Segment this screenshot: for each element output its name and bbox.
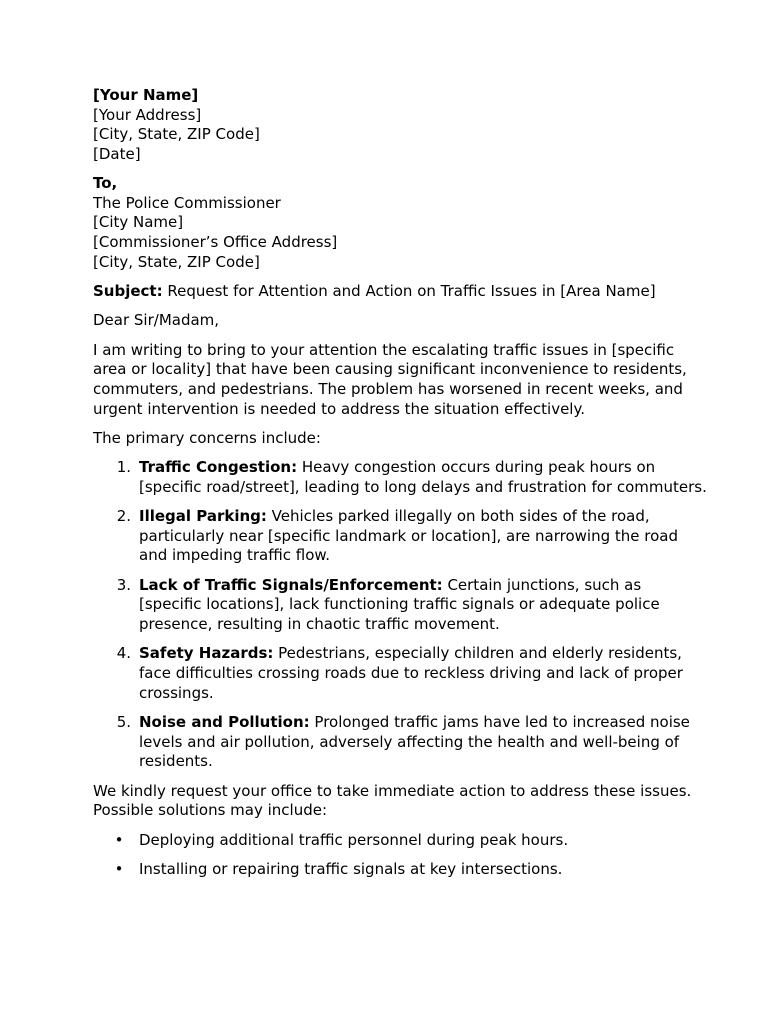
concern-title: Lack of Traffic Signals/Enforcement: bbox=[139, 575, 443, 594]
intro-paragraph: I am writing to bring to your attention the escalating traffic issues in [specific area or locality] that have been causing significant inconvenience to residents, commuters, and pedestrians. The problem has worsened in recent weeks, and urgent intervention is needed to address the situation effectively. bbox=[93, 340, 687, 418]
bullet-icon: • bbox=[114, 859, 124, 878]
concern-number: 2. bbox=[116, 507, 131, 526]
recipient-city-state-zip: [City, State, ZIP Code] bbox=[93, 252, 260, 271]
subject-line bbox=[93, 282, 708, 302]
concern-number: 3. bbox=[116, 575, 131, 594]
concern-text: Certain junctions, such as [specific locations], lack functioning traffic signals or adequate police presence, resulting in chaotic traffic movement. bbox=[139, 575, 660, 634]
solutions-list bbox=[93, 831, 708, 880]
to-label: To, bbox=[93, 174, 118, 193]
solution-text: Deploying additional traffic personnel during peak hours. bbox=[139, 830, 569, 849]
sender-city-state-zip: [City, State, ZIP Code] bbox=[93, 125, 260, 144]
recipient-block bbox=[93, 174, 708, 272]
concern-number: 1. bbox=[116, 458, 131, 477]
concern-text: Prolonged traffic jams have led to increased noise levels and air pollution, adversely affecting the health and well-being of residents. bbox=[139, 713, 690, 771]
recipient-city: [City Name] bbox=[93, 213, 184, 232]
concern-item bbox=[93, 576, 708, 635]
concern-item bbox=[93, 507, 708, 566]
sender-block bbox=[93, 86, 708, 164]
letter-date: [Date] bbox=[93, 144, 141, 163]
request-paragraph: We kindly request your office to take immediate action to address these issues. Possible solutions may include: bbox=[93, 781, 692, 820]
concern-title: Illegal Parking: bbox=[139, 507, 267, 526]
concern-text: Pedestrians, especially children and elderly residents, face difficulties crossing roads due to reckless driving and lack of proper crossings. bbox=[139, 644, 683, 702]
concern-number: 5. bbox=[116, 713, 131, 731]
salutation: Dear Sir/Madam, bbox=[93, 311, 220, 330]
concern-item bbox=[93, 644, 708, 703]
bullet-icon: • bbox=[114, 830, 124, 849]
concerns-list bbox=[93, 458, 708, 772]
sender-address: [Your Address] bbox=[93, 105, 202, 124]
concern-item bbox=[93, 458, 708, 497]
concern-title: Noise and Pollution: bbox=[139, 713, 310, 731]
recipient-office-address: [Commissioner’s Office Address] bbox=[93, 232, 338, 251]
subject-text: Request for Attention and Action on Traffic Issues in [Area Name] bbox=[162, 281, 656, 300]
solution-text: Installing or repairing traffic signals at key intersections. bbox=[139, 859, 563, 878]
concern-title: Traffic Congestion: bbox=[139, 458, 298, 477]
concern-title: Safety Hazards: bbox=[139, 644, 274, 663]
concerns-intro: The primary concerns include: bbox=[93, 428, 321, 447]
concern-text: Vehicles parked illegally on both sides of the road, particularly near [specific landmark or location], are narrowing the road and impeding traffic flow. bbox=[139, 507, 678, 565]
subject-label: Subject: bbox=[93, 281, 163, 300]
solution-item bbox=[93, 831, 708, 851]
recipient-title: The Police Commissioner bbox=[93, 193, 281, 212]
concern-text: Heavy congestion occurs during peak hours on [specific road/street], leading to long delays and frustration for commuters. bbox=[139, 458, 707, 496]
concern-item bbox=[93, 713, 708, 772]
solution-item bbox=[93, 860, 708, 880]
sender-name: [Your Name] bbox=[93, 86, 199, 104]
concern-number: 4. bbox=[116, 644, 131, 663]
